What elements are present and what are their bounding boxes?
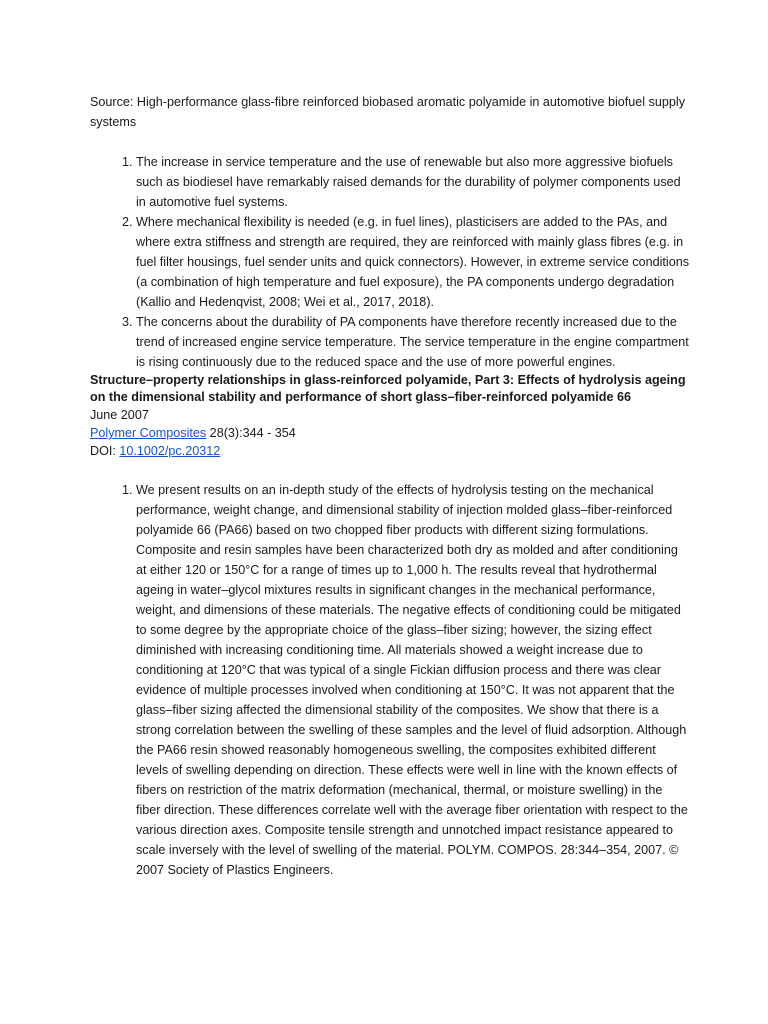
journal-link[interactable]: Polymer Composites	[90, 426, 207, 440]
document-page	[90, 92, 690, 880]
source-point-2: 2. Where mechanical flexibility is needed (e.g. in fuel lines), plasticisers are added to the PAs, and where extra stiffness and strength are required, they are reinforced with mainly glass fibres (e.g. in fuel filter housings, fuel sender units and quick connectors). However, in extreme service conditions (a combination of high temperature and fuel exposure), the PA components undergo degradation (Kallio and Hedenqvist, 2008; Wei et al., 2017, 2018).	[136, 212, 690, 312]
paper-abstract-list	[90, 480, 690, 880]
doi-label: DOI:	[90, 444, 120, 458]
paper-doi-line	[90, 442, 690, 460]
source-point-3: 3. The concerns about the durability of PA components have therefore recently increased due to the trend of increased engine service temperature. The service temperature in the engine compartment is rising continuously due to the reduced space and the use of more powerful engines.	[136, 312, 690, 372]
source-key-points-list	[90, 152, 690, 372]
source-point-1: 1. The increase in service temperature and the use of renewable but also more aggressive biofuels such as biodiesel have remarkably raised demands for the durability of polymer components used in automotive fuel systems.	[136, 152, 690, 212]
paper-date: June 2007	[90, 408, 149, 422]
paper-abstract-point-1: 1. We present results on an in-depth study of the effects of hydrolysis testing on the mechanical performance, weight change, and dimensional stability of injection molded glass–fiber-reinforced polyamide 66 (PA66) based on two chopped fiber products with different sizing formulations. Composite and resin samples have been characterized both dry as molded and after conditioning at either 120 or 150°C for a range of times up to 1,000 h. The results reveal that hydrothermal ageing in water–glycol mixtures results in significant changes in the mechanical performance, weight, and dimensions of these materials. The negative effects of conditioning could be mitigated to some degree by the appropriate choice of the glass–fiber sizing; however, the sizing effect diminished with increasing conditioning time. All materials showed a weight increase due to conditioning at 120°C that was typical of a single Fickian diffusion process and there was clear evidence of multiple processes involved when conditioning at 150°C. It was not apparent that the glass–fiber sizing affected the dimensional stability of the composites. We show that there is a strong correlation between the swelling of these samples and the level of fluid adsorption. Although the PA66 resin showed reasonably homogeneous swelling, the composites exhibited different levels of swelling depending on direction. These effects were well in line with the known effects of fibers on restriction of the matrix deformation (mechanical, thermal, or moisture swelling) in the fiber direction. These differences correlate well with the average fiber orientation with respect to the various direction axes. Composite tensile strength and unnotched impact resistance appeared to scale inversely with the level of swelling of the material. POLYM. COMPOS. 28:344–354, 2007. © 2007 Society of Plastics Engineers.	[136, 480, 690, 880]
paper-journal-line	[90, 424, 690, 442]
source-citation: Source: High-performance glass-fibre reinforced biobased aromatic polyamide in automotive biofuel supply systems	[90, 95, 686, 129]
doi-link[interactable]: 10.1002/pc.20312	[119, 444, 221, 458]
paper-title: Structure–property relationships in glass-reinforced polyamide, Part 3: Effects of hydrolysis ageing on the dimensional stability and performance of short glass–fiber-reinforced polyamide 66	[90, 373, 686, 404]
journal-details: 28(3):344 - 354	[206, 426, 296, 440]
